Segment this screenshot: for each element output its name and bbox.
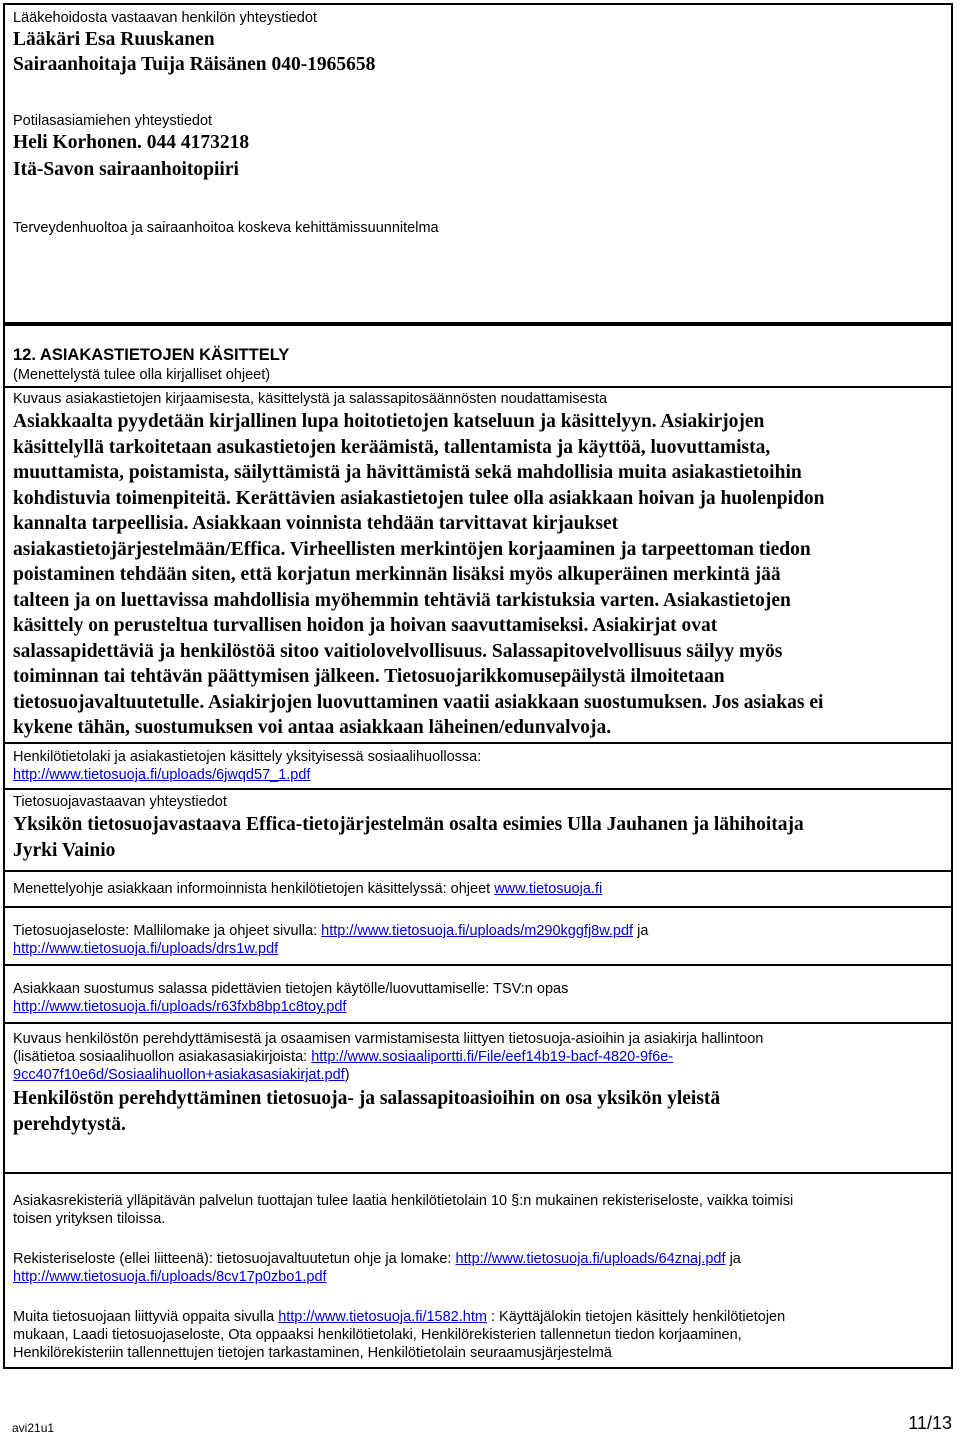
register-link-1[interactable]: http://www.tietosuoja.fi/uploads/64znaj.pdf (455, 1251, 726, 1267)
dpo-line-2: Jyrki Vainio (13, 840, 116, 861)
inform-row (13, 880, 945, 898)
body-line: kohdistuvia toimenpiteitä. Kerättävien asiakastietojen tulee olla asiakkaan hoivan ja huolenpidon (13, 487, 825, 509)
divider (5, 870, 951, 872)
notice-label: Tietosuojaseloste: Mallilomake ja ohjeet sivulla: (13, 923, 318, 939)
patient-ombudsman-name: Heli Korhonen. 044 4173218 (13, 132, 250, 153)
body-line: käsittely on perusteltua turvallisen hoidon ja hoivan saavuttamiseksi. Asiakirjat ovat (13, 615, 718, 636)
dpo-line-1: Yksikön tietosuojavastaava Effica-tietojärjestelmän osalta esimies Ulla Jauhanen ja lähihoitaja (13, 814, 804, 835)
notice-row (13, 922, 945, 940)
law-link[interactable]: http://www.tietosuoja.fi/uploads/6jwqd57_1.pdf (13, 767, 311, 783)
law-label: Henkilötietolaki ja asiakastietojen käsittely yksityisessä sosiaalihuollossa: (13, 749, 482, 765)
training-label-pre: (lisätietoa sosiaalihuollon asiakasasiakirjoista: (13, 1049, 308, 1065)
register-line-1: Asiakasrekisteriä ylläpitävän palvelun tuottajan tulee laatia henkilötietolain 10 §:n mukainen rekisteriseloste, vaikka toimisi (13, 1193, 794, 1209)
footer-code: avi21u1 (12, 1421, 55, 1435)
notice-and: ja (637, 923, 649, 939)
other-label: Muita tietosuojaan liittyviä oppaita sivulla (13, 1309, 275, 1325)
body-line: muuttamista, poistamista, säilyttämistä ja hävittämistä sekä mahdollisia muita asiakastietoihin (13, 462, 802, 483)
notice-link-1[interactable]: http://www.tietosuoja.fi/uploads/m290kggfj8w.pdf (321, 923, 634, 939)
page-number: 11/13 (908, 1413, 952, 1433)
register-link-2[interactable]: http://www.tietosuoja.fi/uploads/8cv17p0zbo1.pdf (13, 1269, 327, 1285)
body-line: tietosuojavaltuutetulle. Asiakirjojen luovuttaminen vaatii asiakkaan suostumuksen. Jos asiakas ei (13, 691, 824, 713)
register-notice-row (13, 1250, 945, 1268)
body-line: salassapidettäviä ja henkilöstöä sitoo vaitiolovelvollisuus. Salassapitovelvollisuus säilyy myös (13, 640, 783, 662)
med-contact-label: Lääkehoidosta vastaavan henkilön yhteystiedot (13, 10, 317, 26)
contacts-box (3, 3, 953, 324)
training-label-2 (13, 1048, 945, 1066)
section-note: (Menettelystä tulee olla kirjalliset ohjeet) (13, 367, 271, 383)
training-label-1: Kuvaus henkilöstön perehdyttämisestä ja osaamisen varmistamisesta liittyen tietosuoja-asioihin ja asiakirja hallintoon (13, 1031, 764, 1047)
patient-ombudsman-label: Potilasasiamiehen yhteystiedot (13, 113, 213, 129)
other-rest-3: Henkilörekisteriin tallennettujen tietojen tarkastaminen, Henkilötietolain seuraamusjärjestelmä (13, 1345, 612, 1361)
body-line: käsittelyllä tarkoitetaan asukastietojen keräämistä, tallentamista ja käyttöä, luovuttamista, (13, 436, 771, 458)
development-plan-label: Terveydenhuoltoa ja sairaanhoitoa koskeva kehittämissuunnitelma (13, 220, 439, 236)
dpo-label: Tietosuojavastaavan yhteystiedot (13, 794, 227, 810)
body-line: kannalta tarpeellisia. Asiakkaan voinnista tehdään tarvittavat kirjaukset (13, 513, 619, 534)
divider (5, 386, 951, 388)
body-line: kykene tähän, suostumuksen voi antaa asiakkaan läheinen/edunvalvoja. (13, 717, 612, 738)
consent-link[interactable]: http://www.tietosuoja.fi/uploads/r63fxb8bp1c8toy.pdf (13, 999, 347, 1015)
section-heading: 12. ASIAKASTIETOJEN KÄSITTELY (13, 346, 290, 364)
body-line: asiakastietojärjestelmään/Effica. Virheellisten merkintöjen korjaaminen ja tarpeettoman tiedon (13, 538, 811, 560)
training-body-1: Henkilöstön perehdyttäminen tietosuoja- ja salassapitoasioihin on osa yksikön yleistä (13, 1088, 721, 1109)
section-12-box (3, 324, 953, 1369)
body-line: talteen ja on luettavissa mahdollisia myöhemmin tehtäviä tarkistuksia varten. Asiakastietojen (13, 589, 791, 611)
body-line: toiminnan tai tehtävän päättymisen jälkeen. Tietosuojarikkomusepäilystä ilmoitetaan (13, 666, 725, 687)
patient-ombudsman-org: Itä-Savon sairaanhoitopiiri (13, 159, 239, 180)
notice-link-2[interactable]: http://www.tietosuoja.fi/uploads/drs1w.pdf (13, 941, 279, 957)
body-line: Asiakkaalta pyydetään kirjallinen lupa hoitotietojen katseluun ja käsittelyyn. Asiakirjojen (13, 411, 765, 432)
training-close: ) (344, 1067, 350, 1083)
other-rest-2: mukaan, Laadi tietosuojaseloste, Ota oppaaksi henkilötietolaki, Henkilörekisterien tallennetun tiedon korjaaminen, (13, 1327, 742, 1343)
divider (5, 742, 951, 744)
register-line-2: toisen yrityksen tiloissa. (13, 1211, 166, 1227)
divider (5, 964, 951, 966)
consent-label: Asiakkaan suostumus salassa pidettävien tietojen käytölle/luovuttamiselle: TSV:n opas (13, 981, 569, 997)
records-body (13, 409, 945, 741)
med-doctor: Lääkäri Esa Ruuskanen (13, 29, 215, 50)
training-link-b[interactable]: 9cc407f10e6d/Sosiaalihuollon+asiakasasiakirjat.pdf (13, 1067, 345, 1083)
inform-label: Menettelyohje asiakkaan informoinnista henkilötietojen käsittelyssä: ohjeet (13, 881, 491, 897)
other-row-1 (13, 1308, 945, 1326)
body-line: poistaminen tehdään siten, että korjatun merkinnän lisäksi myös alkuperäinen merkintä jää (13, 564, 781, 585)
divider (5, 906, 951, 908)
divider (5, 788, 951, 790)
divider (5, 1172, 951, 1174)
register-notice-label: Rekisteriseloste (ellei liitteenä): tietosuojavaltuutetun ohje ja lomake: (13, 1251, 452, 1267)
med-nurse: Sairaanhoitaja Tuija Räisänen 040-1965658 (13, 54, 376, 75)
description-label: Kuvaus asiakastietojen kirjaamisesta, käsittelystä ja salassapitosäännösten noudattamisesta (13, 391, 608, 407)
inform-link[interactable]: www.tietosuoja.fi (494, 881, 603, 897)
register-and: ja (729, 1251, 741, 1267)
other-link[interactable]: http://www.tietosuoja.fi/1582.htm (278, 1309, 487, 1325)
other-rest-1: : Käyttäjälokin tietojen käsittely henkilötietojen (486, 1309, 786, 1325)
divider (5, 1022, 951, 1024)
training-link-a[interactable]: http://www.sosiaaliportti.fi/File/eef14b19-bacf-4820-9f6e- (311, 1049, 674, 1065)
training-body-2: perehdytystä. (13, 1114, 126, 1135)
